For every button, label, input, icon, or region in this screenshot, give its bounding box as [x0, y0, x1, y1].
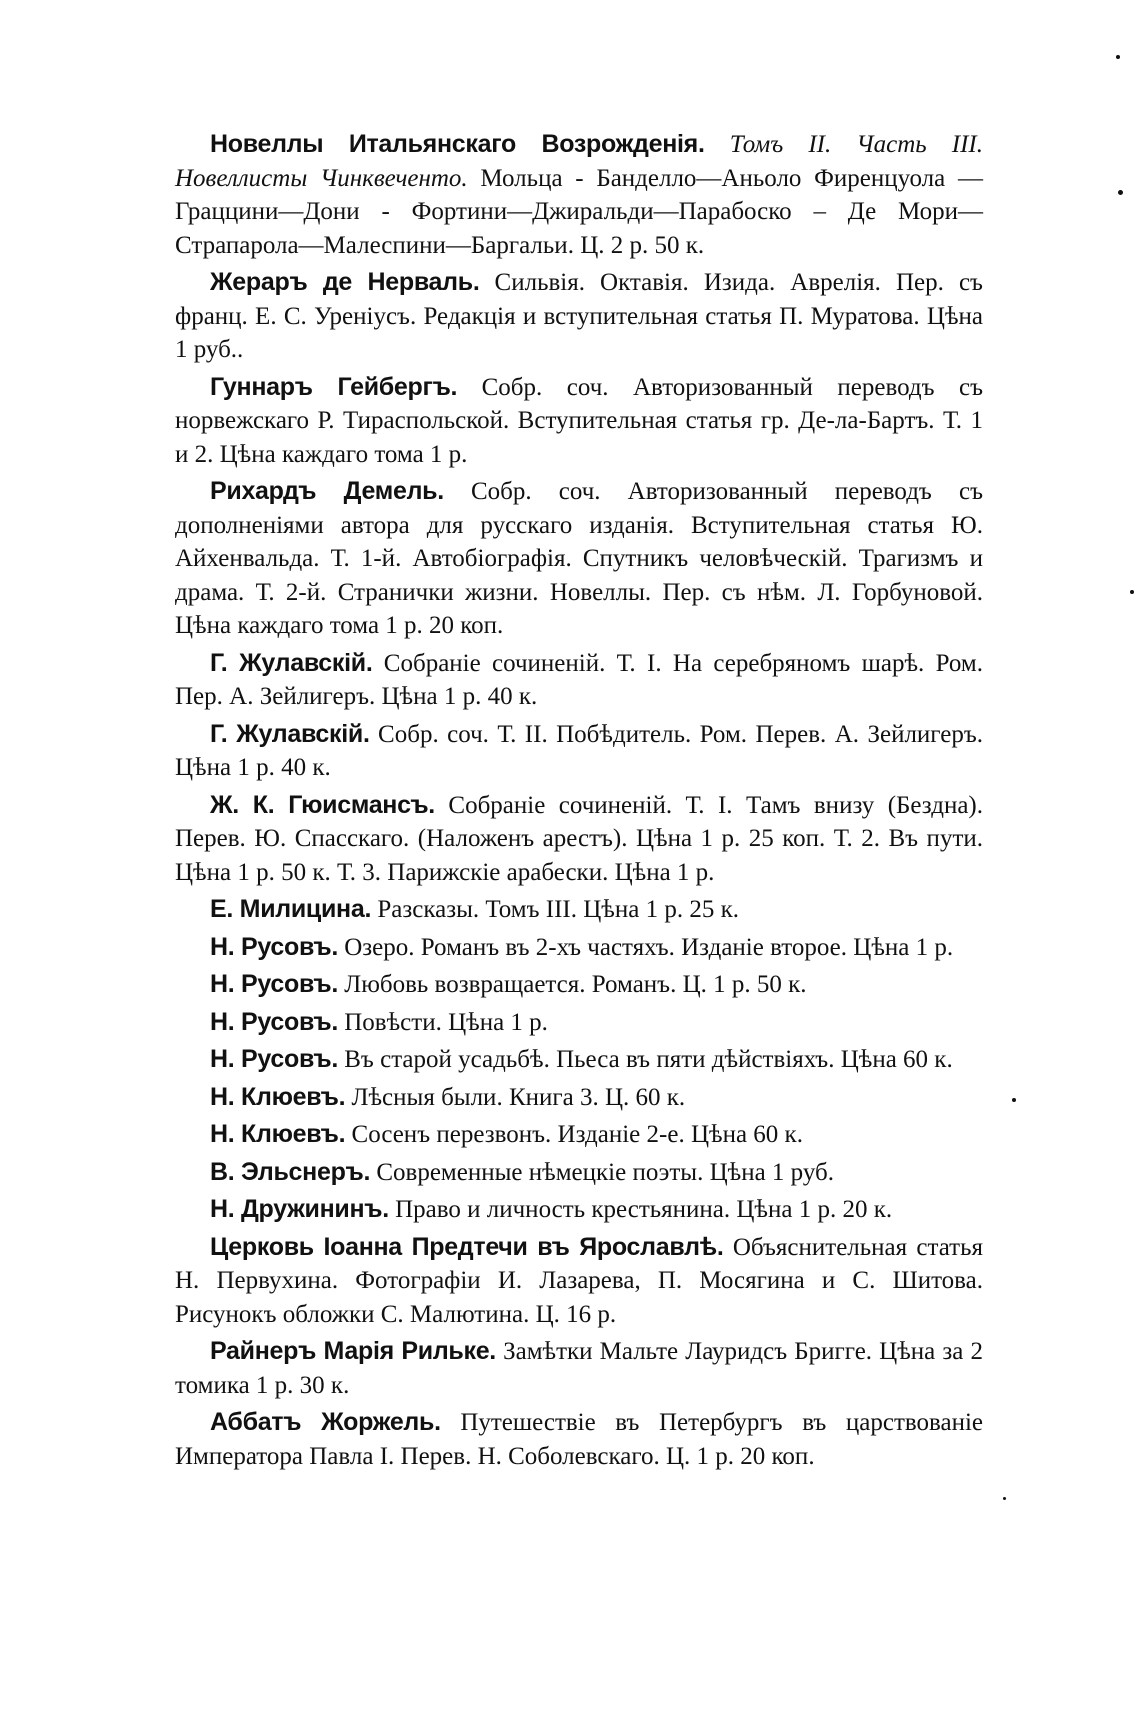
scan-speck	[1118, 190, 1123, 195]
list-item	[175, 893, 983, 927]
list-item	[175, 1118, 983, 1152]
entry-author: Н. Русовъ.	[210, 1045, 338, 1073]
entry-author: Е. Милицина.	[210, 895, 372, 923]
entry-author: Жераръ де Нерваль.	[210, 268, 480, 296]
entry-text: Лѣсныя были. Книга 3. Ц. 60 к.	[345, 1083, 686, 1111]
entry-text: Объяснительная статья Н. Первухина. Фотографіи И. Лазарева, П. Мосягина и С. Шитова. Рисунокъ обложки С. Малютина. Ц. 16 р.	[175, 1233, 983, 1328]
entry-author: Г. Жулавскій.	[210, 648, 373, 677]
entry-text: Собр. соч. Т. II. Побѣдитель. Ром. Перев. А. Зейлигеръ. Цѣна 1 р. 40 к.	[175, 720, 983, 781]
list-item	[175, 968, 983, 1002]
entry-text: Современные нѣмецкіе поэты. Цѣна 1 руб.	[370, 1158, 834, 1186]
entry-author: Г. Жулавскій.	[210, 719, 370, 748]
book-list-page	[175, 128, 983, 1477]
entry-title: Томъ II. Часть III. Новеллисты Чинквеченто.	[175, 131, 984, 192]
list-item	[175, 1193, 983, 1227]
entry-text: Повѣсти. Цѣна 1 р.	[338, 1008, 548, 1036]
entry-author: Н. Русовъ.	[210, 1007, 338, 1036]
list-item	[175, 266, 983, 367]
list-item	[175, 1043, 983, 1077]
entry-text: Собраніе сочиненій. Т. I. На серебряномъ шарѣ. Ром. Пер. А. Зейлигеръ. Цѣна 1 р. 40 к.	[175, 649, 983, 710]
list-item	[175, 371, 983, 472]
entry-text: Путешествіе въ Петербургъ въ царствованіе Императора Павла I. Перев. Н. Соболевскаго. Ц. 1 р. 20 коп.	[175, 1409, 983, 1470]
entry-author: Н. Клюевъ.	[210, 1120, 346, 1148]
list-item	[175, 1081, 983, 1115]
scan-speck	[1003, 1497, 1006, 1500]
entry-author: Н. Русовъ.	[210, 932, 338, 961]
list-item	[175, 718, 983, 785]
entry-author: В. Эльснеръ.	[210, 1157, 371, 1186]
entry-author: Н. Дружининъ.	[210, 1195, 389, 1223]
list-item	[175, 475, 983, 643]
entry-text: Право и личность крестьянина. Цѣна 1 р. 20 к.	[388, 1196, 893, 1223]
entry-text: Собраніе сочиненій. Т. I. Тамъ внизу (Бездна). Перев. Ю. Спасскаго. (Наложенъ арестъ). Цѣна 1 р. 25 коп. Т. 2. Въ пути. Цѣна 1 р. 50 к. Т. 3. Парижскіе арабески. Цѣна 1 р.	[175, 791, 983, 886]
entry-text: Мольца - Банделло—Аньоло Фиренцуола —Граццини—Дони - Фортини—Джиральди—Парабоско – Де Мори—Страпарола—Малеспини—Баргальи. Ц. 2 р. 50 к.	[175, 164, 983, 259]
entry-author: Райнеръ Марія Рильке.	[210, 1337, 496, 1365]
entry-author: Гуннаръ Гейбергъ.	[210, 372, 458, 401]
list-item	[175, 1156, 983, 1190]
entry-text: Собр. соч. Авторизованный переводъ съ норвежскаго Р. Тираспольской. Вступительная статья гр. Де-ла-Бартъ. Т. 1 и 2. Цѣна каждаго тома 1 р.	[175, 373, 984, 468]
entry-author: Церковь Іоанна Предтечи въ Ярославлѣ.	[210, 1232, 724, 1261]
list-item	[175, 1006, 983, 1040]
entry-author: Аббатъ Жоржель.	[210, 1408, 441, 1436]
entry-author: Н. Клюевъ.	[210, 1082, 346, 1111]
entry-text: Разсказы. Томъ III. Цѣна 1 р. 25 к.	[371, 896, 740, 923]
entry-text: Въ старой усадьбѣ. Пьеса въ пяти дѣйствіяхъ. Цѣна 60 к.	[338, 1046, 953, 1073]
list-item	[175, 789, 983, 890]
entry-author: Новеллы Итальянскаго Возрожденія.	[210, 130, 705, 158]
entry-author: Рихардъ Демель.	[210, 477, 444, 505]
scan-speck	[1116, 55, 1120, 59]
scan-speck	[1012, 1098, 1016, 1102]
entry-text: Любовь возвращается. Романъ. Ц. 1 р. 50 к.	[338, 971, 807, 998]
entry-author: Ж. К. Гюисмансъ.	[210, 790, 435, 819]
list-item	[175, 1406, 983, 1473]
entry-author: Н. Русовъ.	[210, 970, 338, 998]
scan-speck	[1130, 590, 1134, 594]
list-item	[175, 647, 983, 714]
entry-text: Замѣтки Мальте Лауридсъ Бригге. Цѣна за 2 томика 1 р. 30 к.	[175, 1338, 983, 1399]
entry-text: Собр. соч. Авторизованный переводъ съ дополненіями автора для русскаго изданія. Вступительная статья Ю. Айхенвальда. Т. 1-й. Автобіографія. Спутникъ человѣческій. Трагизмъ и драма. Т. 2-й. Странички жизни. Новеллы. Пер. съ нѣм. Л. Горбуновой. Цѣна каждаго тома 1 р. 20 коп.	[175, 478, 984, 639]
list-item	[175, 1231, 983, 1332]
entry-text: Сосенъ перезвонъ. Изданіе 2-е. Цѣна 60 к.	[345, 1121, 803, 1148]
list-item	[175, 1335, 983, 1402]
entry-text: Сильвія. Октавія. Изида. Аврелія. Пер. съ франц. Е. С. Уреніусъ. Редакція и вступительная статья П. Муратова. Цѣна 1 руб..	[175, 269, 983, 363]
list-item	[175, 931, 983, 965]
list-item	[175, 128, 983, 262]
entry-text: Озеро. Романъ въ 2-хъ частяхъ. Изданіе второе. Цѣна 1 р.	[338, 933, 954, 961]
